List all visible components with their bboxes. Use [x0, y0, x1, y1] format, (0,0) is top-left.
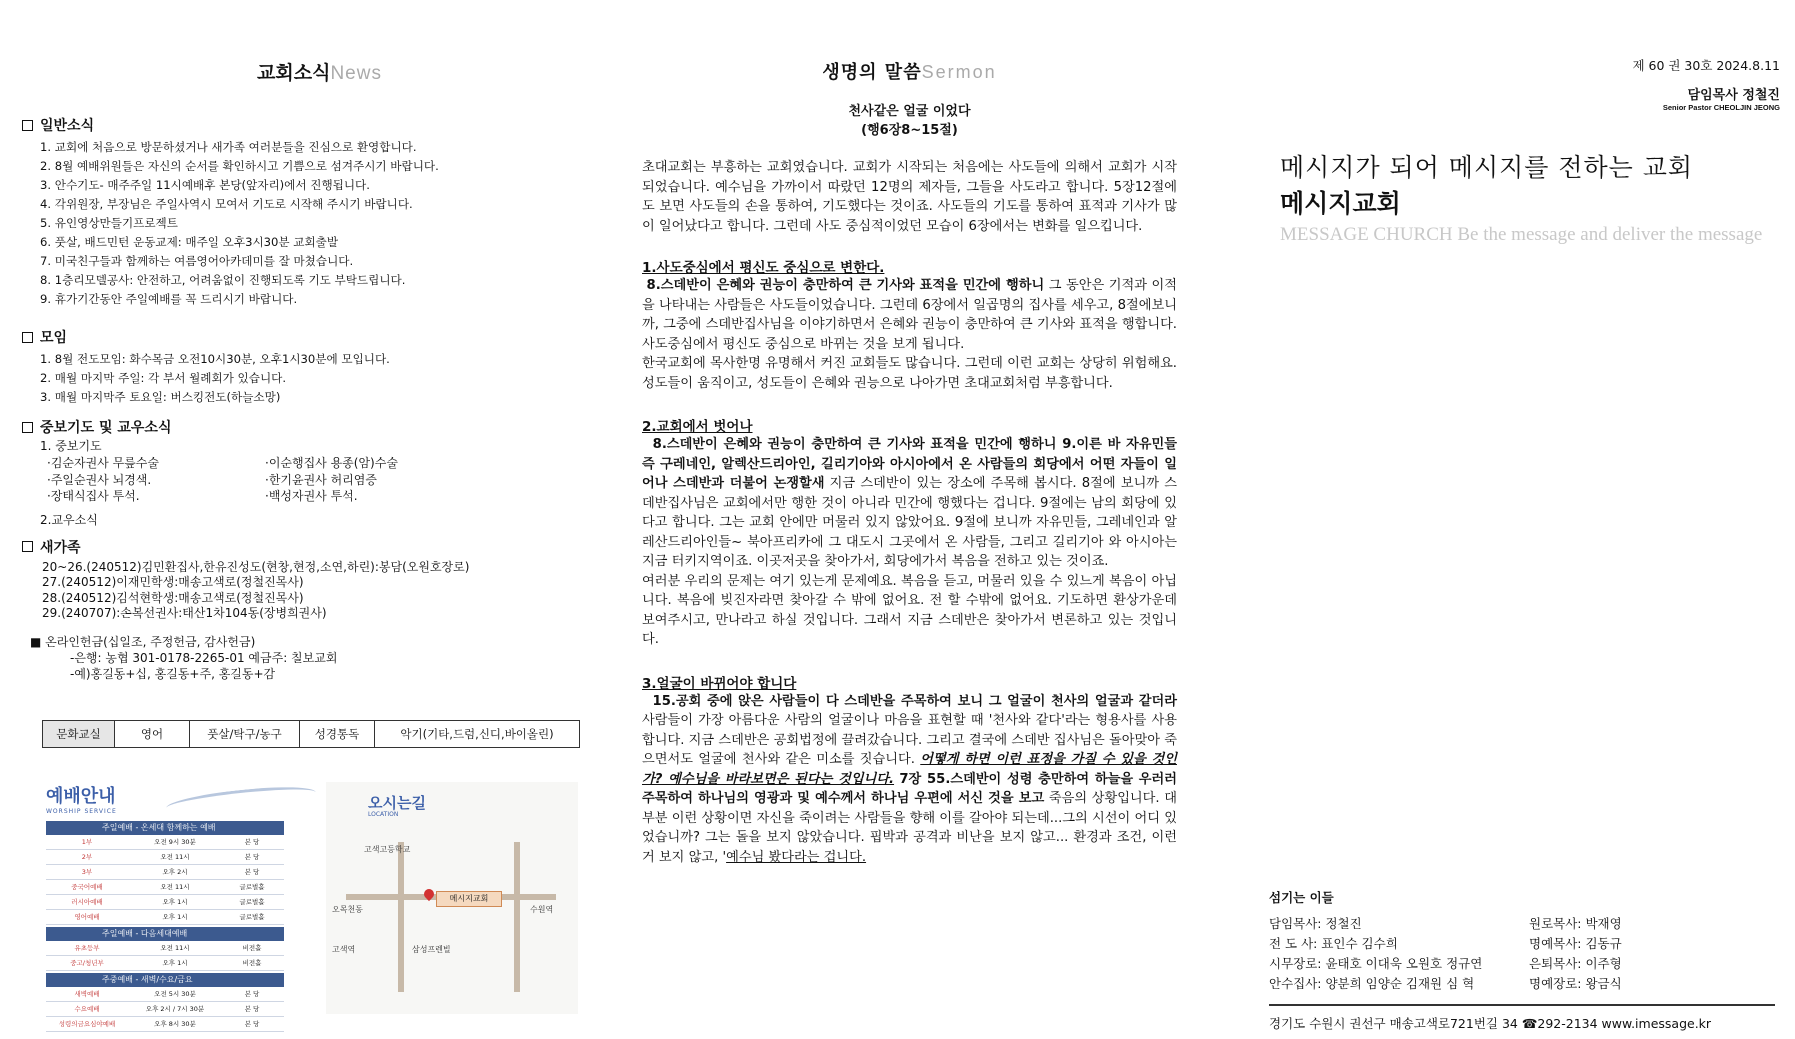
issue-info: 제 60 권 30호 2024.8.11 [1632, 58, 1780, 73]
church-address: 경기도 수원시 권선구 매송고색로721번길 34 ☎292-2134 www.imessage.kr [1269, 1004, 1775, 1032]
worship-row [46, 865, 284, 880]
checkbox-icon [22, 332, 33, 343]
prayer-item: ·이순행집사 용종(암)수술 [265, 456, 398, 470]
worship-cell: 오전 9시 30분 [154, 838, 196, 846]
map-road [398, 842, 404, 992]
staff-item: 안수집사: 양분희 임양순 김재원 심 혁 [1269, 976, 1475, 991]
location-title: 오시는길 [368, 794, 426, 812]
worship-section-band: 주일예배 - 다음세대예배 [46, 927, 284, 941]
sermon-text: 사람들이 가장 아름다운 사람의 얼굴이나 마음을 표현할 때 '천사와 같다'라는 형용사를 사용합니다. 지금 스데반은 공회법정에 끌려갔습니다. 그리고 결국에 스데반 집사님은 돌아맞아 죽으면서도 얼굴에 천사와 같은 미소를 짓습니다. [642, 713, 1177, 767]
prayer-item: ·주일순권사 뇌경색. [47, 472, 152, 487]
staff-item: 은퇴목사: 이주형 [1529, 956, 1622, 971]
worship-subtitle: WORSHIP SERVICE [46, 808, 117, 815]
worship-cell: 본 당 [244, 990, 260, 998]
news-title [62, 58, 577, 85]
worship-cell: 오전 11시 [160, 883, 190, 891]
worship-row [46, 987, 284, 1002]
checkbox-icon [22, 422, 33, 433]
list-item: 1. 교회에 처음으로 방문하셨거나 새가족 여러분들을 진심으로 환영합니다. [40, 140, 417, 154]
map-label: 고색고등학교 [364, 845, 411, 854]
staff-item: 원로목사: 박재영 [1529, 916, 1622, 931]
worship-cell: 오전 11시 [160, 853, 190, 861]
worship-cell: 영어예배 [74, 913, 100, 921]
worship-row [46, 895, 284, 910]
offering-title: ■ 온라인헌금(십일조, 주정헌금, 감사헌금) [30, 634, 256, 649]
sermon-intro: 초대교회는 부흥하는 교회였습니다. 교회가 시작되는 처음에는 사도들에 의해서 교회가 시작되었습니다. 예수님을 가까이서 따랐던 12명의 제자들, 그들을 사도라고 합니다. 5장12절에도 보면 사도들의 손을 통하여, 기도했다는 것이죠. 사도들의 기도를 통하여 표적과 기사가 많이 일어났다고 합니다. 그런데 사도 중심적이었던 모습이 6장에서는 변화를 일으킵니다. [642, 160, 1177, 234]
worship-cell: 본 당 [244, 1005, 260, 1013]
map-road [514, 842, 520, 992]
prayer-heading [22, 417, 577, 437]
bank-account: -은행: 농협 301-0178-2265-01 예금주: 칠보교회 [70, 650, 338, 665]
staff-item: 명예장로: 왕금식 [1529, 976, 1622, 991]
table-cell: 성경통독 [300, 721, 375, 748]
worship-cell: 1부 [81, 838, 93, 846]
worship-cell: 수요예배 [74, 1005, 100, 1013]
meeting-list [22, 350, 577, 407]
masthead [1270, 56, 1780, 246]
sermon-paragraph [642, 435, 1177, 572]
worship-section-band: 주중예배 - 새벽/수요/금요 [46, 973, 284, 987]
prayer-item: ·한기윤권사 허리염증 [265, 472, 377, 487]
list-item: 28.(240512)김석현학생:매송고색로(정철진목사) [42, 590, 304, 605]
staff-title: 섬기는 이들 [1269, 890, 1334, 905]
church-marker: 메시지교회 [436, 891, 502, 907]
worship-cell: 오전 11시 [160, 944, 190, 952]
worship-row [46, 835, 284, 850]
worship-cell: 러시아예배 [71, 898, 103, 906]
newcomers-list [22, 560, 577, 622]
member-news-subheading: 2.교우소식 [40, 512, 98, 527]
prayer-subheading: 1. 중보기도 [40, 439, 102, 453]
meeting-heading [22, 327, 577, 347]
sermon-heading-text: 천사같은 얼굴 이었다 [848, 104, 971, 119]
table-cell: 영어 [115, 721, 190, 748]
worship-row [46, 910, 284, 925]
worship-cell: 오후 1시 [162, 959, 188, 967]
worship-guide [46, 782, 284, 1028]
sermon-ending: 예수님 봤다라는 겁니다. [726, 849, 867, 865]
church-slogan: 메시지가 되어 메시지를 전하는 교회 [1280, 153, 1694, 182]
sermon-text: 그 동안은 기적과 이적을 나타내는 사람들은 사도들이었습니다. 그런데 6장에서 일곱명의 집사를 세우고, 8절에보니까, 그중에 스데반집사님을 이야기하면서 은혜와 권능이 충만하여 큰 기사와 표적을 행합니다. 사도중심에서 평신도 중심으로 바뀌는 것을 보게 됩니다. [642, 278, 1177, 352]
offering-example: -예)홍길동+십, 홍길동+주, 홍길동+감 [70, 666, 276, 681]
worship-cell: 중고/청년부 [70, 959, 104, 967]
worship-row [46, 1017, 284, 1032]
worship-cell: 본 당 [244, 1020, 260, 1028]
checkbox-icon [22, 541, 33, 552]
church-name-en: MESSAGE CHURCH Be the message and deliver the message [1280, 224, 1763, 245]
table-cell: 악기(기타,드럼,신디,바이올린) [375, 721, 580, 748]
table-row [43, 721, 580, 748]
worship-cell: 오전 5시 30분 [154, 990, 196, 998]
list-item: 2. 8월 예배위원들은 자신의 순서를 확인하시고 기쁨으로 섬겨주시기 바랍니다. [40, 159, 439, 173]
staff-item: 시무장로: 윤태호 이대욱 오원호 정규연 [1269, 956, 1483, 971]
sermon-heading [642, 102, 1177, 140]
list-item: 27.(240512)이재민학생:매송고색로(정철진목사) [42, 575, 304, 589]
church-name: 메시지교회 [1280, 189, 1401, 218]
offering-info [22, 634, 577, 682]
sermon-question: 어떻게 하면 이런 표정을 가질 수 있을 것인가? 예수님을 바라보면은 된다는 것입니다. [642, 752, 1177, 787]
worship-cell: 오후 1시 [162, 913, 188, 921]
bible-verse: 15.공회 중에 앉은 사람들이 다 스데반을 주목하여 보니 그 얼굴이 천사의 얼굴과 같더라 [652, 693, 1177, 709]
list-item: 6. 풋살, 배드민턴 운동교제: 매주일 오후3시30분 교회출발 [40, 235, 339, 249]
sermon-paragraph [642, 276, 1177, 354]
sermon-reference: (행6장8~15절) [861, 123, 958, 138]
worship-row [46, 941, 284, 956]
worship-cell: 오후 8시 30분 [154, 1020, 196, 1028]
worship-row [46, 956, 284, 971]
bible-verse: 8.스데반이 은혜와 권능이 충만하여 큰 기사와 표적을 민간에 행하니 [646, 278, 1045, 293]
staff-list [1269, 914, 1775, 994]
newcomers-heading-text: 새가족 [40, 539, 81, 556]
sermon-column [642, 58, 1177, 867]
worship-cell: 비전홀 [242, 959, 262, 967]
worship-cell: 2부 [81, 853, 93, 861]
list-item: 1. 8월 전도모임: 화수목금 오전10시30분, 오후1시30분에 모입니다. [40, 352, 390, 366]
list-item: 7. 미국친구들과 함께하는 여름영어아카데미를 잘 마쳤습니다. [40, 254, 354, 268]
sermon-paragraph: 여러분 우리의 문제는 여기 있는게 문제예요. 복음을 듣고, 머물러 있을 수 있느게 복음이 아닙니다. 복음에 빚진자라면 찾아갈 수 밖에 없어요. 전 할 수밖에 없어요. 기도하면 환상가운데 보여주시고, 만나라고 하실 것입니다. 그래서 지금 스데반은 찾아가서 변론하고 있는 것입니다. [642, 573, 1177, 647]
prayer-heading-text: 중보기도 및 교우소식 [40, 420, 172, 436]
sermon-title-ko: 생명의 말씀 [822, 62, 922, 83]
worship-cell: 본 당 [244, 838, 260, 846]
prayer-item: ·김순자권사 무릎수술 [47, 456, 159, 470]
location-subtitle: LOCATION [368, 811, 399, 818]
sermon-title-en: Sermon [921, 62, 997, 82]
meeting-heading-text: 모임 [40, 330, 68, 346]
staff-item: 명예목사: 김동규 [1529, 936, 1622, 951]
staff-item: 전 도 사: 표인수 김수희 [1269, 936, 1398, 951]
bible-verse: 8.스데반이 은혜와 권능이 충만하여 큰 기사와 표적을 민간에 행하니 9.이른 바 자유민들 즉 구레네인, 알렉산드리아인, 길리기아와 아시아에서 온 사람들의 회당에서 어떤 자들이 일어나 스데반과 더불어 논쟁할새 [642, 437, 1177, 491]
worship-cell: 새벽예배 [74, 990, 100, 998]
worship-cell: 글로벌홀 [239, 913, 265, 921]
sermon-text: 지금 스데반이 있는 장소에 주목해 봅시다. 8절에 보니까 스데반집사님은 교회에서만 행한 것이 아니라 민간에 행했다는 겁니다. 9절에는 남의 회당에 있다고 합니다. 그는 교회 안에만 머물러 있지 않았어요. 9절에 보니까 자유민들, 그레네인과 알레산드리아인들~ 북아프리카에 그 대도시 그곳에서 온 사람들, 그리고 길리기아 와 아시아는 지금 터키지역이죠. 이곳저곳을 찾아가서, 회당에가서 복음을 전하고 있는 것이죠. [642, 476, 1177, 569]
news-column [22, 58, 577, 682]
sermon-paragraph: 한국교회에 목사한명 유명해서 커진 교회들도 많습니다. 그런데 이런 교회는 상당히 위험해요. 성도들이 움직이고, 성도들이 은혜와 권능으로 나아가면 초대교회처럼 부흥합니다. [642, 356, 1177, 391]
culture-class-table [42, 720, 580, 748]
bible-verse: 7장 55.스데반이 성령 충만하여 하늘을 우러러 주목하여 하나님의 영광과 및 예수께서 하나님 우편에 서신 것을 보고 [642, 771, 1177, 806]
worship-row [46, 880, 284, 895]
list-item: 4. 각위원장, 부장님은 주일사역시 모여서 기도로 시작해 주시기 바랍니다. [40, 197, 413, 211]
sermon-text: 죽음의 상황입니다. 대부분 이런 상황이면 자신을 죽이려는 사람들을 향해 이를 갈아야 되는데...그의 시선이 어디 있었습니까? 그는 돌을 보지 않았습니다. 핍박과 공격과 비난을 보지 않고... 환경과 조건, 이런거 보지 않고, ' [642, 791, 1177, 865]
map-label: 수원역 [530, 905, 554, 914]
worship-cell: 유초등부 [74, 944, 100, 952]
map-label: 오목천동 [332, 905, 363, 914]
checkbox-icon [22, 120, 33, 131]
news-title-en: News [330, 63, 382, 84]
prayer-item: ·장태식집사 투석. [47, 489, 140, 503]
worship-cell: 본 당 [244, 853, 260, 861]
news-title-ko: 교회소식 [257, 62, 331, 84]
sermon-paragraph [642, 692, 1177, 868]
sermon-title [642, 58, 1177, 84]
worship-cell: 중국어예배 [71, 883, 103, 891]
worship-cell: 오후 2시 / 7시 30분 [145, 1005, 205, 1013]
worship-sections [46, 821, 284, 1032]
list-item: 5. 유인영상만들기프로젝트 [40, 216, 178, 230]
table-cell: 풋살/탁구/농구 [190, 721, 300, 748]
senior-pastor: 담임목사 정철진 [1687, 88, 1780, 103]
worship-row [46, 850, 284, 865]
list-item: 9. 휴가기간동안 주일예배를 꼭 드리시기 바랍니다. [40, 292, 298, 306]
worship-cell: 글로벌홀 [239, 883, 265, 891]
worship-cell: 비전홀 [242, 944, 262, 952]
map-label: 삼성프렌빌 [412, 945, 451, 954]
list-item: 3. 안수기도- 매주주일 11시예배후 본당(앞자리)에서 진행됩니다. [40, 178, 370, 192]
list-item: 20~26.(240512)김민환집사,한유진성도(현창,현정,소연,하린):봉담(오원호장로) [42, 559, 470, 574]
sermon-point-1: 1.사도중심에서 평신도 중심으로 변한다. [642, 260, 885, 276]
map-label: 고색역 [332, 945, 356, 954]
worship-cell: 글로벌홀 [239, 898, 265, 906]
list-item: 8. 1층리모델공사: 안전하고, 어려움없이 진행되도록 기도 부탁드립니다. [40, 273, 406, 287]
newcomers-heading [22, 537, 577, 557]
list-item: 2. 매월 마지막 주일: 각 부서 월례회가 있습니다. [40, 371, 287, 385]
worship-cell: 3부 [81, 868, 93, 876]
worship-cell: 본 당 [244, 868, 260, 876]
worship-row [46, 1002, 284, 1017]
list-item: 3. 매월 마지막주 토요일: 버스킹전도(하늘소망) [40, 390, 281, 404]
general-news-heading-text: 일반소식 [40, 118, 95, 134]
worship-section-band: 주일예배 - 온세대 함께하는 예배 [46, 821, 284, 835]
senior-pastor-en: Senior Pastor CHEOLJIN JEONG [1662, 103, 1780, 112]
worship-cell: 성령의금요심야예배 [58, 1020, 116, 1028]
general-news-heading [22, 115, 577, 135]
general-news-list [22, 138, 577, 309]
staff-section [1265, 888, 1775, 1032]
sermon-point-2: 2.교회에서 벗어나 [642, 419, 753, 435]
sermon-point-3: 3.얼굴이 바뀌어야 합니다 [642, 675, 797, 692]
table-cell: 문화교실 [43, 721, 115, 748]
prayer-list [22, 455, 577, 505]
worship-cell: 오후 1시 [162, 898, 188, 906]
worship-cell: 오후 2시 [162, 868, 188, 876]
prayer-item: ·백성자권사 투석. [265, 489, 358, 503]
staff-item: 담임목사: 정철진 [1269, 916, 1362, 931]
worship-title: 예배안내 [46, 786, 116, 807]
location-map [326, 782, 578, 1014]
list-item: 29.(240707):손복선권사:태산1차104동(장병희권사) [42, 606, 327, 620]
